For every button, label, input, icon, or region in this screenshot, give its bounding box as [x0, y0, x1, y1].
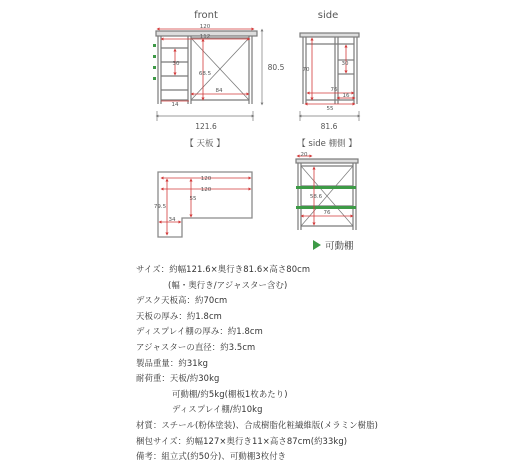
side-total-dims — [300, 111, 359, 121]
spec-display-thickness: ディスプレイ棚の厚み：約1.8cm — [136, 326, 263, 337]
side-shelf-dim-58-6: 58.6 — [309, 194, 323, 200]
front-dim-120: 120 — [199, 24, 211, 30]
movable-shelf-legend — [313, 238, 354, 252]
top-board-dim-79-5: 79.5 — [153, 204, 167, 210]
side-dim-16: 16 — [342, 93, 350, 99]
side-dim-70: 70 — [302, 67, 310, 73]
spec-size-note: (幅・奥行き/アジャスター含む) — [168, 279, 288, 290]
side-title: side — [317, 10, 339, 21]
spec-desk-height: デスク天板高：約70cm — [136, 295, 228, 306]
spec-notes: 備考：組立式(約50分)、可動棚3枚付き — [136, 451, 287, 462]
side-dim-55: 55 — [326, 106, 334, 112]
spec-load-top: 耐荷重：天板/約30kg — [136, 373, 220, 384]
top-board-dim-34: 34 — [168, 217, 176, 223]
side-dim-76: 76 — [330, 87, 338, 93]
front-dim-112: 112 — [199, 34, 211, 40]
spec-adjuster-diameter: アジャスターの直径：約3.5cm — [136, 341, 256, 352]
front-title: front — [194, 10, 218, 21]
side-total-width: 81.6 — [320, 122, 338, 131]
front-total-height: 80.5 — [267, 63, 285, 72]
front-green-markers — [153, 44, 156, 80]
front-dim-84: 84 — [215, 88, 223, 94]
front-total-width: 121.6 — [195, 122, 217, 131]
spec-material: 材質：スチール(粉体塗装)、合成樹脂化粧繊維版(メラミン樹脂) — [136, 419, 378, 430]
top-board-dim-120a: 120 — [200, 176, 212, 182]
movable-shelf-label: 可動棚 — [325, 241, 354, 252]
side-dim-30: 30 — [341, 61, 349, 67]
spec-weight: 製品重量：約31kg — [136, 357, 209, 368]
top-board-title: 【 天板 】 — [185, 139, 225, 149]
spec-list — [136, 262, 496, 465]
top-board-dim-55: 55 — [189, 196, 197, 202]
front-dim-30: 30 — [172, 61, 180, 67]
side-shelf-dim-20: 20 — [300, 152, 308, 158]
front-dim-14: 14 — [171, 102, 179, 108]
spec-package: 梱包サイズ：約幅127×奥行き11×高さ87cm(約33kg) — [136, 435, 348, 446]
spec-load-movable: 可動棚/約5kg(棚板1枚あたり) — [172, 388, 288, 399]
spec-load-display: ディスプレイ棚/約10kg — [172, 404, 263, 415]
side-shelf-dim-76: 76 — [323, 210, 331, 216]
side-shelf-drawing — [296, 159, 358, 230]
front-dim-68-5: 68.5 — [198, 71, 212, 77]
spec-top-thickness: 天板の厚み：約1.8cm — [136, 310, 222, 321]
front-view-drawing — [156, 31, 257, 104]
side-shelf-title: 【 side 棚側 】 — [297, 139, 357, 149]
spec-size: サイズ：約幅121.6×奥行き81.6×高さ80cm — [136, 264, 311, 274]
top-board-dim-120b: 120 — [200, 187, 212, 193]
play-triangle-icon — [313, 240, 321, 250]
